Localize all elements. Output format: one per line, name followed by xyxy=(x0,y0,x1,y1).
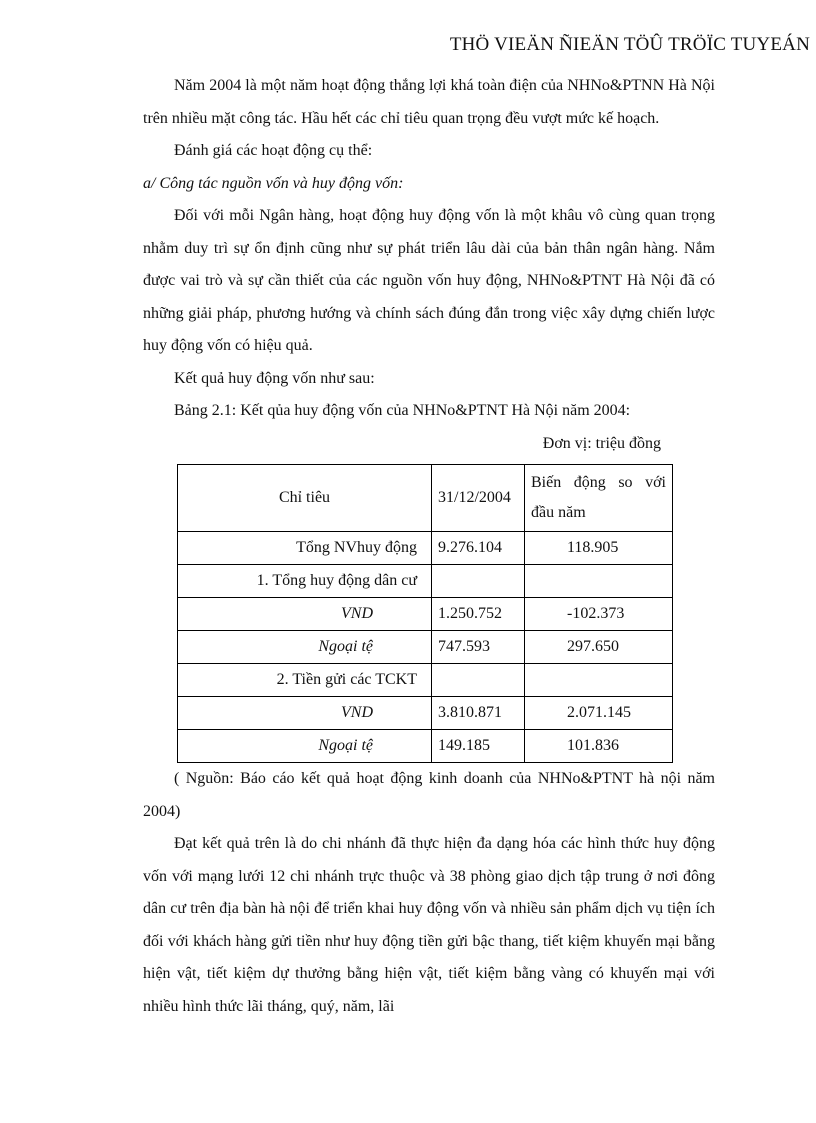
row-value: 9.276.104 xyxy=(432,532,525,565)
table-row xyxy=(178,730,673,763)
document-body xyxy=(143,70,715,1023)
table-caption: Bảng 2.1: Kết qủa huy động vốn của NHNo&PTNT Hà Nội năm 2004: xyxy=(174,402,631,419)
row-change: 297.650 xyxy=(525,631,673,664)
row-change: 2.071.145 xyxy=(525,697,673,730)
row-label: VND xyxy=(178,598,432,631)
table-unit: Đơn vị: triệu đồng xyxy=(542,434,661,452)
row-change: -102.373 xyxy=(525,598,673,631)
row-value xyxy=(432,565,525,598)
header-change: Biến động so với đầu năm xyxy=(525,465,673,532)
row-label: 1. Tổng huy động dân cư xyxy=(178,565,432,598)
table-row xyxy=(178,697,673,730)
row-value: 747.593 xyxy=(432,631,525,664)
table-source: ( Nguồn: Báo cáo kết quả hoạt động kinh doanh của NHNo&PTNT hà nội năm 2004) xyxy=(143,770,715,820)
table-row xyxy=(178,532,673,565)
section-heading: a/ Công tác nguồn vốn và huy động vốn: xyxy=(143,174,404,192)
row-label: Ngoại tệ xyxy=(178,631,432,664)
paragraph-explanation: Đạt kết quả trên là do chi nhánh đã thực hiện đa dạng hóa các hình thức huy động vốn với mạng lưới 12 chi nhánh trực thuộc và 38 phòng giao dịch tập trung ở nơi đông dân cư trên địa bàn hà nội để triển khai huy động vốn và nhiều sản phẩm dịch vụ tiện ích đối với khách hàng gửi tiền như huy động tiền gửi bậc thang, tiết kiệm khuyến mại bằng hiện vật, tiết kiệm dự thưởng bằng hiện vật, tiết kiệm bằng vàng có khuyến mại với nhiều hình thức lãi tháng, quý, năm, lãi xyxy=(143,835,715,1015)
row-change: 118.905 xyxy=(525,532,673,565)
page-header: THÖ VIEÄN ÑIEÄN TÖÛ TRÖÏC TUYEÁN xyxy=(449,34,810,55)
paragraph-results: Kết quả huy động vốn như sau: xyxy=(174,369,375,387)
paragraph-capital: Đối với mỗi Ngân hàng, hoạt động huy động vốn là một khâu vô cùng quan trọng nhằm duy trì sự ổn định cũng như sự phát triển lâu dài của bản thân ngân hàng. Nắm được vai trò và sự cần thiết của các nguồn vốn huy động, NHNo&PTNT Hà Nội đã có những giải pháp, phương hướng và chính sách đúng đắn trong việc xây dựng chiến lược huy động vốn có hiệu quả. xyxy=(143,207,715,354)
row-label: Ngoại tệ xyxy=(178,730,432,763)
header-indicator: Chỉ tiêu xyxy=(178,465,432,532)
row-change: 101.836 xyxy=(525,730,673,763)
table-row xyxy=(178,631,673,664)
table-row xyxy=(178,598,673,631)
table-row xyxy=(178,664,673,697)
capital-table xyxy=(177,464,673,763)
row-value: 1.250.752 xyxy=(432,598,525,631)
paragraph-intro: Năm 2004 là một năm hoạt động thắng lợi khá toàn điện của NHNo&PTNN Hà Nội trên nhiều mặt công tác. Hầu hết các chỉ tiêu quan trọng đều vượt mức kế hoạch. xyxy=(143,77,715,127)
row-label: VND xyxy=(178,697,432,730)
row-value: 3.810.871 xyxy=(432,697,525,730)
header-date: 31/12/2004 xyxy=(432,465,525,532)
row-change xyxy=(525,664,673,697)
table-row xyxy=(178,565,673,598)
paragraph-evaluation: Đánh giá các hoạt động cụ thể: xyxy=(174,142,373,159)
row-change xyxy=(525,565,673,598)
row-value: 149.185 xyxy=(432,730,525,763)
row-value xyxy=(432,664,525,697)
row-label: Tổng NVhuy động xyxy=(178,532,432,565)
table-header-row xyxy=(178,465,673,532)
row-label: 2. Tiền gửi các TCKT xyxy=(178,664,432,697)
